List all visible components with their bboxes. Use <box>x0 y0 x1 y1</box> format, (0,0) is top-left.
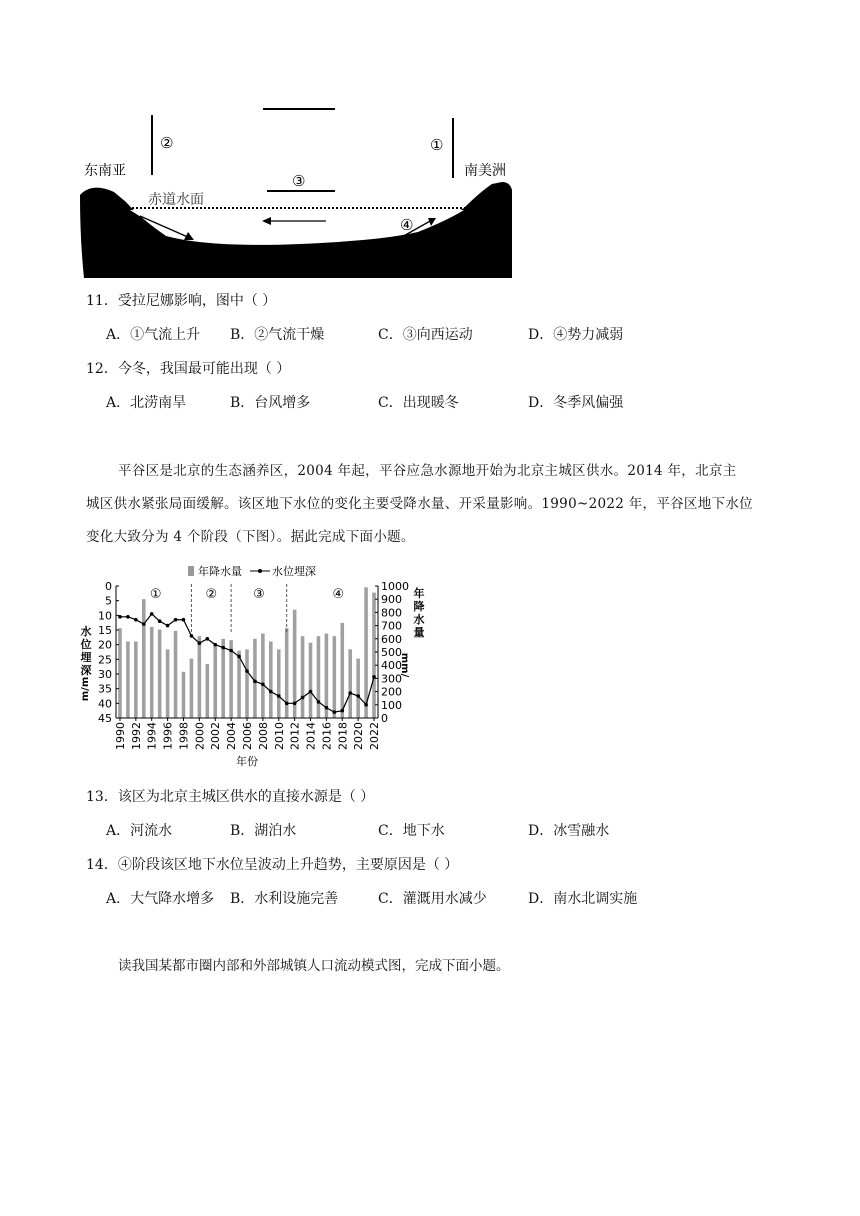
left-tick-label: 40 <box>98 697 112 711</box>
water-depth-point <box>301 696 305 700</box>
precipitation-bar <box>348 649 352 718</box>
passage <box>86 455 786 554</box>
chart-legend <box>188 564 316 578</box>
water-depth-point <box>245 669 249 673</box>
water-depth-point <box>166 624 170 628</box>
question-11-stem: 11．受拉尼娜影响，图中（ ） <box>86 293 277 309</box>
right-tick-label: 100 <box>381 698 402 712</box>
left-tick-label: 0 <box>105 580 112 593</box>
groundwater-chart <box>78 560 438 770</box>
x-axis-title: 年份 <box>236 755 258 768</box>
right-tick-label: 200 <box>381 685 402 699</box>
left-tick-label: 10 <box>98 609 112 623</box>
passage-line-3: 变化大致分为 4 个阶段（下图）。据此完成下面小题。 <box>86 529 415 545</box>
water-depth-point <box>198 641 202 645</box>
question-14-stem: 14．④阶段该区地下水位呈波动上升趋势，主要原因是（ ） <box>86 857 459 873</box>
x-tick-label: 2016 <box>320 722 334 750</box>
water-depth-point <box>317 700 321 704</box>
q12-option-c[interactable]: C．出现暖冬 <box>378 395 459 411</box>
precipitation-bar <box>261 634 265 718</box>
left-tick-label: 5 <box>105 594 112 608</box>
q14-option-b[interactable]: B．水利设施完善 <box>230 891 339 907</box>
stage-label: ① <box>149 587 162 602</box>
water-depth-point <box>269 690 273 694</box>
water-depth-point <box>309 690 313 694</box>
precipitation-bar <box>340 623 344 718</box>
water-depth-point <box>206 637 210 641</box>
right-tick-label: 0 <box>381 712 388 725</box>
precipitation-bar <box>221 639 225 718</box>
x-tick-label: 2006 <box>241 722 254 750</box>
water-depth-point <box>253 680 257 684</box>
right-tick-label: 400 <box>381 659 402 673</box>
left-tick-label: 25 <box>98 653 112 667</box>
right-tick-label: 300 <box>381 672 402 686</box>
left-tick-label: 20 <box>98 638 112 652</box>
precipitation-bar <box>134 641 138 718</box>
left-axis-title-char: 深 <box>80 664 92 677</box>
left-axis-title-char: 水 <box>80 625 92 638</box>
legend-point-swatch <box>258 569 262 573</box>
x-tick-label: 2010 <box>272 722 286 750</box>
left-tick-label: 35 <box>98 682 112 696</box>
precipitation-bar <box>182 672 186 718</box>
water-depth-point <box>285 702 289 706</box>
water-depth-point <box>221 646 225 650</box>
q14-option-d[interactable]: D．南水北调实施 <box>528 891 638 907</box>
right-axis-title-char: 降 <box>413 600 425 613</box>
q11-option-a[interactable]: A．①气流上升 <box>106 327 201 343</box>
left-tick-label: 15 <box>98 624 112 637</box>
legend-water-depth: 水位埋深 <box>272 565 316 578</box>
question-12-stem: 12．今冬，我国最可能出现（ ） <box>86 361 291 377</box>
x-tick-label: 1990 <box>113 722 127 750</box>
right-axis-title-char: 量 <box>413 626 425 639</box>
x-tick-label: 2008 <box>256 722 270 750</box>
water-depth-point <box>150 612 154 616</box>
precipitation-bar <box>142 599 146 718</box>
right-axis-title-char: 水 <box>413 613 425 626</box>
passage-line-2: 城区供水紧张局面缓解。该区地下水位的变化主要受降水量、开采量影响。1990~2022 年，平谷区地下水位 <box>86 496 753 512</box>
q14-option-c[interactable]: C．灌溉用水减少 <box>378 891 487 907</box>
q13-option-d[interactable]: D．冰雪融水 <box>528 823 610 839</box>
water-depth-point <box>229 649 233 653</box>
marker-2: ② <box>160 134 174 152</box>
water-depth-point <box>356 694 360 698</box>
marker-1: ① <box>430 136 444 154</box>
marker-3: ③ <box>292 172 306 190</box>
chart-plot-area <box>80 580 425 768</box>
x-tick-label: 1998 <box>177 722 191 750</box>
precipitation-bar <box>206 664 210 718</box>
x-tick-label: 2000 <box>193 722 207 750</box>
water-depth-point <box>126 615 130 619</box>
right-tick-label: 700 <box>381 619 402 633</box>
precipitation-bar <box>317 636 321 718</box>
water-depth-point <box>372 675 376 679</box>
precipitation-bar <box>166 649 170 718</box>
precipitation-bar <box>118 628 122 718</box>
water-depth-point <box>277 694 281 698</box>
precipitation-bar <box>372 593 376 718</box>
water-depth-point <box>348 691 352 695</box>
right-tick-label: 800 <box>381 606 402 620</box>
precipitation-bar <box>277 649 281 718</box>
precipitation-bar <box>269 641 273 718</box>
label-south-america: 南美洲 <box>464 163 506 179</box>
precipitation-bar <box>174 631 178 718</box>
legend-bar-swatch <box>188 566 194 576</box>
q13-option-c[interactable]: C．地下水 <box>378 823 445 839</box>
q12-option-b[interactable]: B．台风增多 <box>230 395 311 411</box>
water-depth-point <box>118 615 122 619</box>
label-southeast-asia: 东南亚 <box>84 163 126 179</box>
left-axis-title-char: 埋 <box>80 651 92 664</box>
water-depth-point <box>174 618 178 622</box>
left-axis-title-unit: m/m <box>80 676 91 702</box>
next-section-intro: 读我国某都市圈内部和外部城镇人口流动模式图，完成下面小题。 <box>118 958 510 974</box>
precipitation-bar <box>158 630 162 718</box>
left-axis-title-char: 位 <box>80 638 92 651</box>
water-depth-point <box>158 619 162 623</box>
water-depth-point <box>325 706 329 710</box>
x-tick-label: 2014 <box>304 722 318 750</box>
precipitation-bar <box>309 643 313 718</box>
right-tick-label: 900 <box>381 593 402 607</box>
q11-option-d[interactable]: D．④势力减弱 <box>528 327 624 343</box>
q14-option-a[interactable]: A．大气降水增多 <box>106 891 215 907</box>
q12-option-d[interactable]: D．冬季风偏强 <box>528 395 624 411</box>
q13-option-a[interactable]: A．河流水 <box>106 823 173 839</box>
q11-option-b[interactable]: B．②气流干燥 <box>230 327 325 343</box>
x-tick-label: 2002 <box>209 722 223 750</box>
walker-circulation-figure <box>78 100 518 282</box>
left-tick-label: 45 <box>98 712 112 725</box>
x-tick-label: 2022 <box>368 722 382 750</box>
precipitation-bar <box>198 636 202 718</box>
precipitation-bar <box>325 634 329 718</box>
precipitation-bar <box>237 651 241 718</box>
legend-precipitation: 年降水量 <box>198 565 242 578</box>
precipitation-bar <box>150 627 154 718</box>
stage-label: ② <box>205 587 218 602</box>
x-tick-label: 1994 <box>145 722 159 750</box>
precipitation-bar <box>333 636 337 718</box>
water-depth-point <box>182 618 186 622</box>
x-tick-label: 1992 <box>129 722 143 750</box>
q13-option-b[interactable]: B．湖泊水 <box>230 823 297 839</box>
precipitation-bar <box>301 636 305 718</box>
water-depth-point <box>261 682 265 686</box>
precipitation-bar <box>126 641 130 718</box>
water-depth-point <box>364 703 368 707</box>
right-tick-label: 1000 <box>381 580 409 593</box>
x-tick-label: 1996 <box>161 722 175 750</box>
precipitation-bar <box>245 649 249 718</box>
precipitation-bar <box>253 639 257 718</box>
right-tick-label: 500 <box>381 646 402 659</box>
left-tick-label: 30 <box>98 668 112 681</box>
stage-label: ④ <box>332 587 345 602</box>
x-tick-label: 2020 <box>352 722 366 750</box>
water-depth-point <box>213 643 217 647</box>
water-depth-point <box>134 618 138 622</box>
x-tick-label: 2018 <box>336 722 350 750</box>
q12-option-a[interactable]: A．北涝南旱 <box>106 395 187 411</box>
precipitation-bar <box>356 659 360 718</box>
water-depth-point <box>340 709 344 713</box>
precipitation-bar <box>213 644 217 718</box>
water-depth-point <box>333 710 337 714</box>
water-depth-point <box>237 655 241 659</box>
x-tick-label: 2012 <box>288 722 302 750</box>
q11-option-c[interactable]: C．③向西运动 <box>378 327 473 343</box>
label-equator-water: 赤道水面 <box>148 192 204 208</box>
water-depth-point <box>142 622 146 626</box>
x-tick-label: 2004 <box>225 722 239 750</box>
precipitation-bar <box>190 659 194 718</box>
water-depth-point <box>293 702 297 706</box>
water-depth-point <box>190 634 194 638</box>
right-tick-label: 600 <box>381 632 402 646</box>
right-axis-title-unit: mm/ <box>399 652 410 678</box>
marker-4: ④ <box>400 216 414 234</box>
right-axis-title-char: 年 <box>413 587 425 600</box>
question-13-stem: 13．该区为北京主城区供水的直接水源是（ ） <box>86 789 375 805</box>
stage-label: ③ <box>253 587 265 602</box>
passage-line-1: 平谷区是北京的生态涵养区，2004 年起，平谷应急水源地开始为北京主城区供水。2014 年，北京主 <box>118 463 737 479</box>
